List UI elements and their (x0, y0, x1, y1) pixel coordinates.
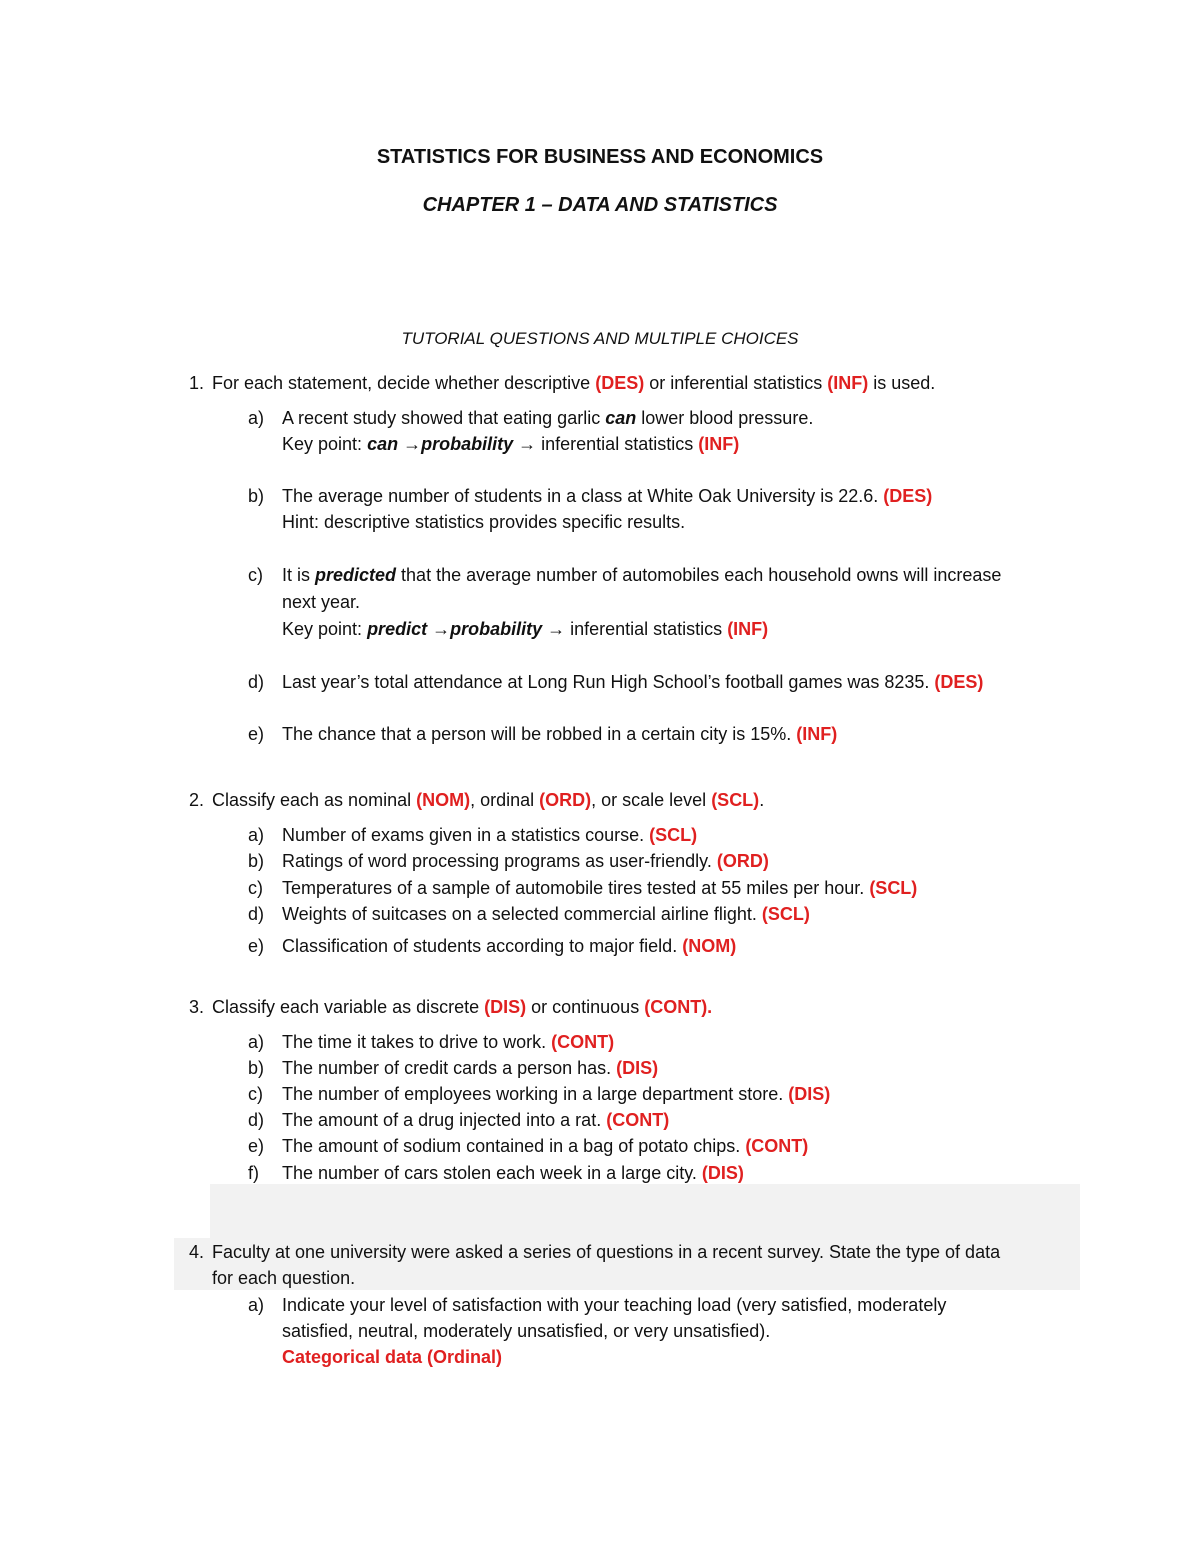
item-letter: c) (248, 878, 263, 898)
item-letter: c) (248, 1084, 263, 1104)
question-text-cont: for each question. (212, 1268, 356, 1288)
item-text: The chance that a person will be robbed in a certain city is 15%. (INF) (282, 724, 838, 744)
item-text: The time it takes to drive to work. (CONT) (282, 1032, 615, 1052)
item-letter: a) (248, 1032, 265, 1052)
item-text: The average number of students in a class at White Oak University is 22.6. (DES) (282, 486, 933, 506)
question-number: 4. (188, 1242, 204, 1262)
question-number: 3. (188, 997, 204, 1017)
answer-text: Categorical data (Ordinal) (282, 1347, 503, 1367)
tag-des: (DES) (595, 373, 645, 393)
shaded-region (210, 1184, 1080, 1238)
item-text: It is predicted that the average number of automobiles each household owns will increase (282, 565, 1002, 585)
item-text: Indicate your level of satisfaction with your teaching load (very satisfied, moderately (282, 1295, 947, 1315)
chapter-title: CHAPTER 1 – DATA AND STATISTICS (422, 194, 778, 216)
item-letter: e) (248, 1136, 265, 1156)
item-letter: f) (248, 1163, 259, 1183)
item-letter: b) (248, 851, 265, 871)
item-letter: b) (248, 1058, 265, 1078)
item-letter: e) (248, 724, 265, 744)
item-letter: d) (248, 672, 265, 692)
item-text: A recent study showed that eating garlic can lower blood pressure. (282, 408, 814, 428)
item-text: The amount of sodium contained in a bag of potato chips. (CONT) (282, 1136, 809, 1156)
item-text: Classification of students according to major field. (NOM) (282, 936, 737, 956)
item-letter: d) (248, 904, 265, 924)
section-title: TUTORIAL QUESTIONS AND MULTIPLE CHOICES (401, 329, 799, 348)
item-letter: b) (248, 486, 265, 506)
hint-text: Hint: descriptive statistics provides specific results. (282, 512, 686, 532)
question-number: 1. (188, 373, 204, 393)
item-text: The number of credit cards a person has. (DIS) (282, 1058, 659, 1078)
key-point: Key point: predict →probability → inferential statistics (INF) (282, 619, 769, 639)
tag-inf: (INF) (827, 373, 869, 393)
item-text: Ratings of word processing programs as user-friendly. (ORD) (282, 851, 769, 871)
item-text-cont: satisfied, neutral, moderately unsatisfied, or very unsatisfied). (282, 1321, 771, 1341)
arrow-icon: → (513, 434, 542, 454)
item-text: Weights of suitcases on a selected commercial airline flight. (SCL) (282, 904, 810, 924)
item-text: Temperatures of a sample of automobile tires tested at 55 miles per hour. (SCL) (282, 878, 918, 898)
item-letter: c) (248, 565, 263, 585)
item-letter: a) (248, 408, 265, 428)
document-title: STATISTICS FOR BUSINESS AND ECONOMICS (376, 146, 824, 168)
item-letter: d) (248, 1110, 265, 1130)
arrow-icon: → (542, 619, 571, 639)
key-point: Key point: can →probability → inferential statistics (INF) (282, 434, 740, 454)
item-text: The number of cars stolen each week in a large city. (DIS) (282, 1163, 744, 1183)
question-text: Classify each variable as discrete (DIS) or continuous (CONT). (212, 997, 713, 1017)
question-number: 2. (188, 790, 204, 810)
question-text: Classify each as nominal (NOM), ordinal (ORD), or scale level (SCL). (212, 790, 765, 810)
item-text: Last year’s total attendance at Long Run High School’s football games was 8235. (DES) (282, 672, 984, 692)
item-letter: a) (248, 825, 265, 845)
question-text: Faculty at one university were asked a series of questions in a recent survey. State the type of data (212, 1242, 1001, 1262)
arrow-icon: → (398, 434, 422, 454)
item-text: Number of exams given in a statistics course. (SCL) (282, 825, 698, 845)
item-text-cont: next year. (282, 592, 361, 612)
item-text: The amount of a drug injected into a rat. (CONT) (282, 1110, 670, 1130)
item-letter: a) (248, 1295, 265, 1315)
question-text: For each statement, decide whether descriptive (DES) or inferential statistics (INF) is used. (212, 373, 936, 393)
item-text: The number of employees working in a large department store. (DIS) (282, 1084, 831, 1104)
item-letter: e) (248, 936, 265, 956)
arrow-icon: → (427, 619, 451, 639)
